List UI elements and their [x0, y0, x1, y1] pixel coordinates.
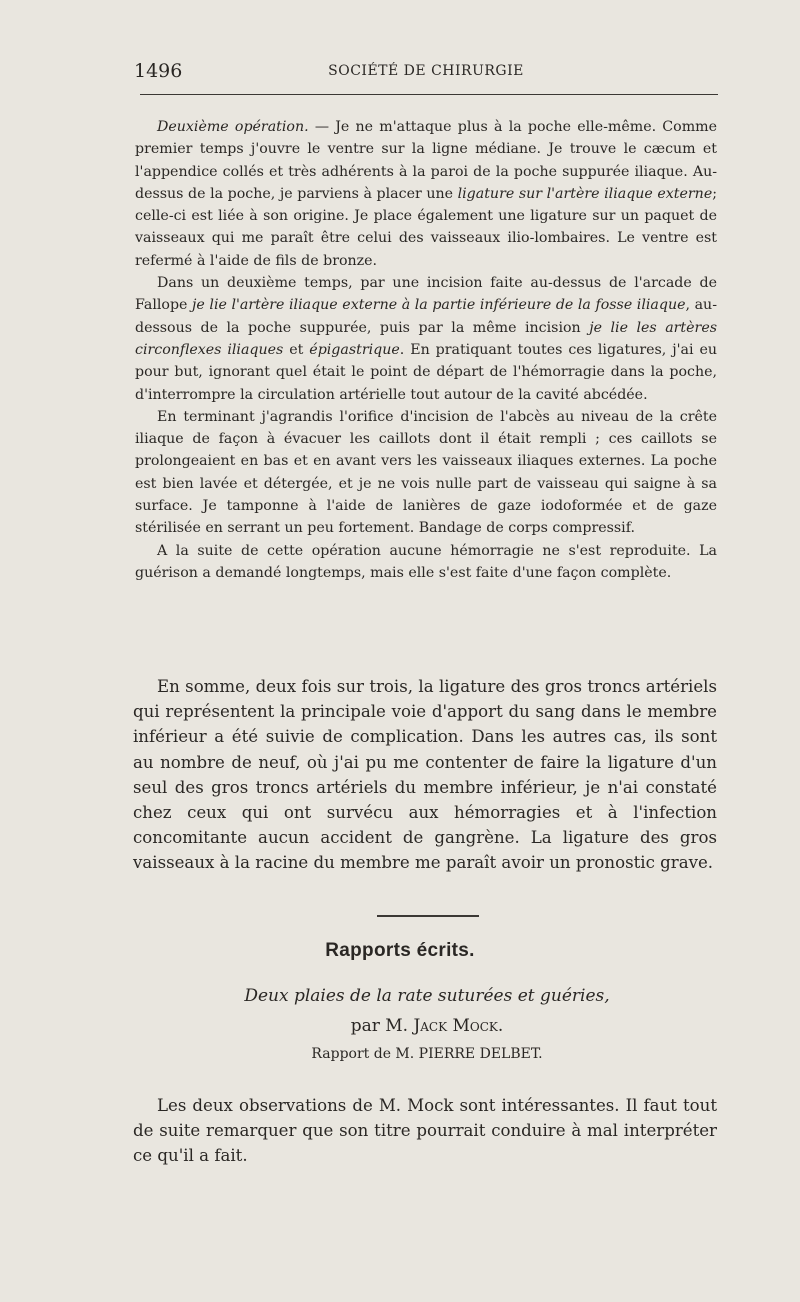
page-number: 1496 [134, 60, 183, 82]
section-title: Rapports écrits. [325, 940, 475, 961]
italic-run: ligature sur l'artère iliaque externe [457, 185, 713, 202]
rapport-line: Rapport de M. PIERRE DELBET. [311, 1046, 543, 1062]
text-run: . En pratiquant toutes ces ligatures, j'ai eu pour but, ignorant quel était le point de départ de l'hémorragie dans la poche, d'interrompre la circulation artérielle tout autour de la cavité abcédée. [135, 341, 717, 403]
text-run: , au-dessous de la poche suppurée, puis par la même incision [135, 297, 717, 336]
paragraph: A la suite de cette opération aucune hémorragie ne s'est reproduite. La guérison a demandé longtemps, mais elle s'est faite d'une façon complète. [135, 542, 717, 581]
text-run: — Je ne m'attaque plus à la poche elle-même. Comme premier temps j'ouvre le ventre sur la ligne médiane. Je trouve le cæcum et l'appendice collés et très adhérents à la paroi de la poche suppurée iliaque. Au-dessus de la poche, je parviens à placer une [135, 119, 718, 202]
paragraph: Les deux observations de M. Mock sont intéressantes. Il faut tout de suite remarquer que son titre pourrait conduire à mal interpréter ce qu'il a fait. [133, 1096, 717, 1166]
text-run: Dans un deuxième temps, par une incision faite au-dessus de l'arcade de Fallope [135, 275, 717, 314]
author-suffix: . [497, 1016, 504, 1036]
paragraph [135, 272, 717, 406]
italic-run: épigastrique [309, 341, 400, 358]
author-prefix: par M. [350, 1016, 414, 1036]
case-report-block [135, 116, 717, 584]
italic-run: je lie l'artère iliaque externe à la partie inférieure de la fosse iliaque [192, 297, 686, 314]
section-separator [377, 915, 479, 917]
running-title: SOCIÉTÉ DE CHIRURGIE [328, 63, 524, 79]
text-run: ; celle-ci est liée à son origine. Je place également une ligature sur un paquet de vaisseaux qui me paraît être celui des vaisseaux ilio-lombaires. Le ventre est refermé à l'aide de fils de bronze. [135, 185, 718, 269]
article-title: Deux plaies de la rate suturées et guéries, [244, 986, 610, 1006]
page-header [134, 60, 718, 86]
header-rule [140, 94, 718, 95]
report-opening [133, 1093, 717, 1169]
paragraph: En terminant j'agrandis l'orifice d'incision de l'abcès au niveau de la crête iliaque de façon à évacuer les caillots dont il était rempli ; ces caillots se prolongeaient en bas et en avant vers les vaisseaux iliaques externes. La poche est bien lavée et détergée, et je ne vois nulle part de vaisseau qui saigne à sa surface. Je tamponne à l'aide de lanières de gaze iodoformée et de gaze stérilisée en serrant un peu fortement. Bandage de corps compressif. [135, 408, 717, 537]
conclusion-block [133, 674, 717, 876]
paragraph-lead: Deuxième opération. [157, 119, 309, 135]
paragraph [135, 116, 717, 272]
author-name: Jack Mock [413, 1016, 498, 1036]
text-run: et [283, 341, 310, 358]
italic-run: je lie les artères circonflexes iliaques [135, 319, 717, 358]
paragraph: En somme, deux fois sur trois, la ligature des gros troncs artériels qui représentent la principale voie d'apport du sang dans le membre inférieur a été suivie de complication. Dans les autres cas, ils sont au nombre de neuf, où j'ai pu me contenter de faire la ligature d'un seul des gros troncs artériels du membre inférieur, je n'ai constaté chez ceux qui ont survécu aux hémorragies et à l'infection concomitante aucun accident de gangrène. La ligature des gros vaisseaux à la racine du membre me paraît avoir un pronostic grave. [133, 677, 717, 873]
author-line [0, 1016, 800, 1036]
